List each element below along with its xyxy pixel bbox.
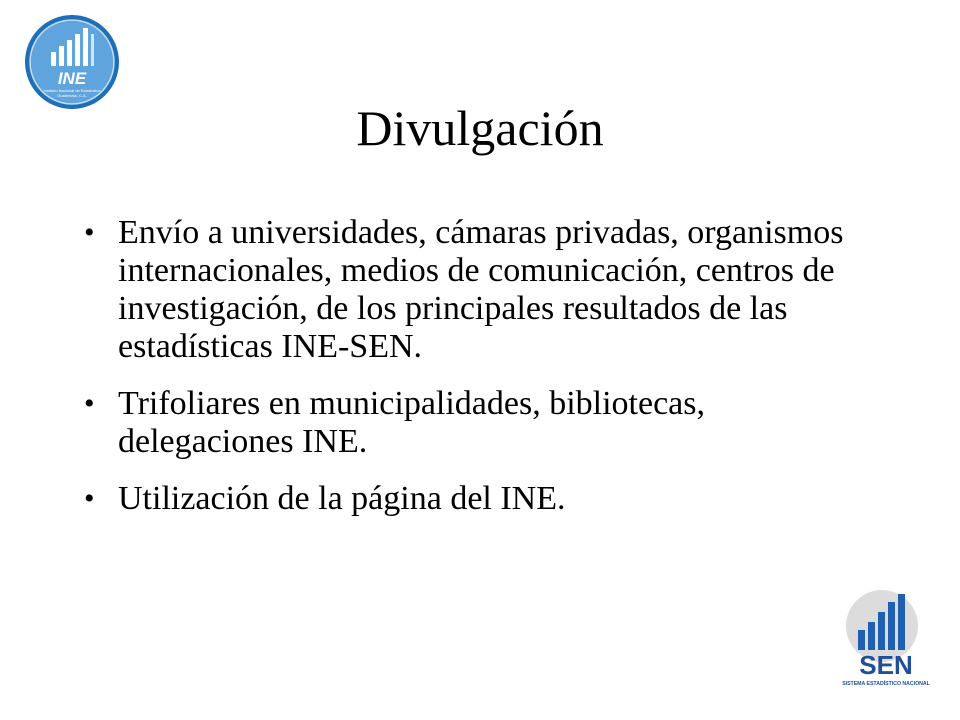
sen-logo-graphic [834,588,938,692]
ine-bar-1 [51,52,56,66]
sen-tagline: SISTEMA ESTADÍSTICO NACIONAL [842,681,930,687]
bullet-marker: • [84,482,95,515]
ine-tagline-1: Instituto Nacional de Estadística [43,88,101,93]
ine-tagline-2: Guatemala, C.A. [57,93,87,98]
sen-logo [834,588,938,692]
bullet-text: Trifoliares en municipalidades, bibliotecas, delegaciones INE. [118,385,705,460]
bullet-item [84,480,874,518]
sen-bar-1 [858,630,865,650]
sen-bar-3 [878,612,885,650]
bullet-text: Utilización de la página del INE. [118,480,566,517]
ine-bar-6 [91,34,94,66]
ine-wordmark: INE [57,69,87,88]
sen-bar-2 [868,622,875,650]
bullet-marker: • [84,387,95,420]
ine-bar-3 [67,40,72,66]
ine-bar-4 [75,34,80,66]
ine-bar-2 [59,46,64,66]
sen-bar-5 [898,594,905,650]
bullet-list [84,214,874,537]
ine-bar-5 [83,28,88,66]
sen-wordmark: SEN [859,650,913,680]
bullet-item [84,385,874,461]
bullet-marker: • [84,216,95,249]
bullet-item [84,214,874,366]
sen-bar-4 [888,602,895,650]
bullet-text: Envío a universidades, cámaras privadas, organismos internacionales, medios de comunicación, centros de investigación, de los principales resultados de las estadísticas INE-SEN. [118,214,844,365]
slide-title: Divulgación [356,100,604,156]
